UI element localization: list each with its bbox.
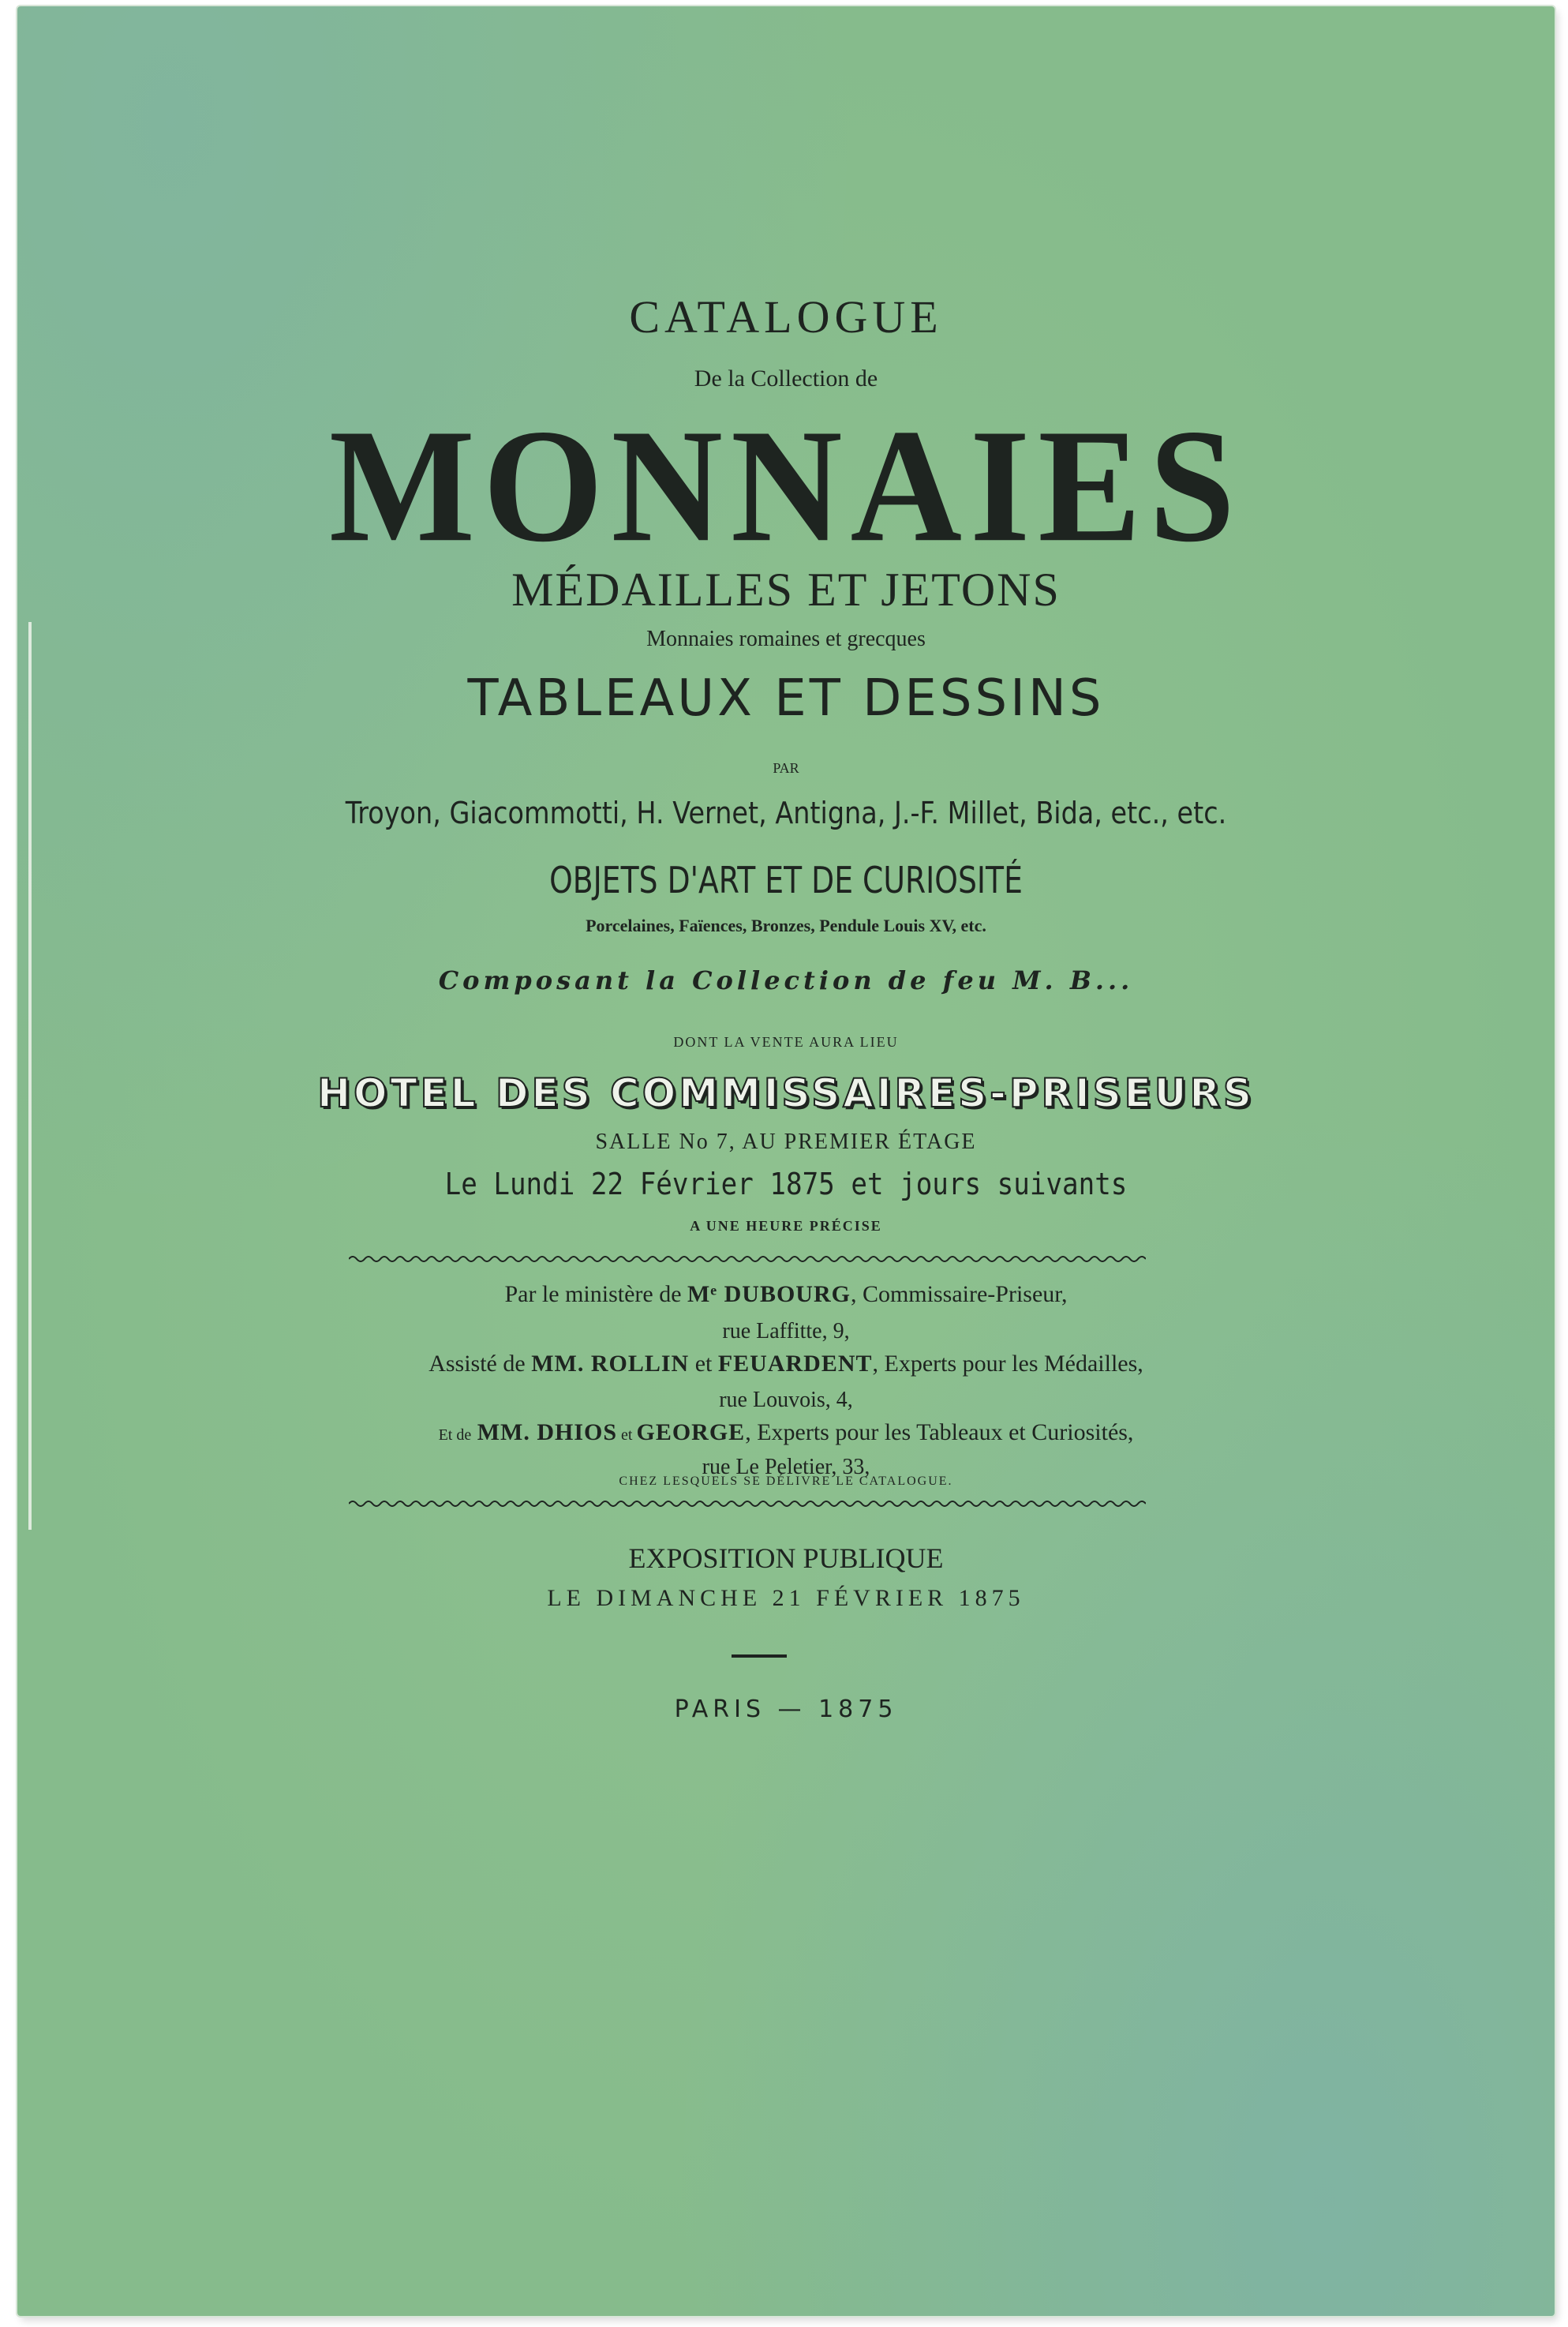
collection-subheading: De la Collection de — [694, 365, 878, 392]
assiste-name2: FEUARDENT — [717, 1351, 873, 1377]
par-label: PAR — [773, 760, 799, 776]
assiste-et: et — [689, 1351, 718, 1377]
dhios-prefix: Et de — [438, 1426, 472, 1444]
assiste-suffix: , Experts pour les Médailles, — [872, 1351, 1143, 1377]
assiste-line — [17, 1351, 1555, 1377]
romaines-subheading: Monnaies romaines et grecques — [646, 627, 926, 651]
assiste-prefix: Assisté de — [428, 1351, 526, 1377]
catalogue-heading: CATALOGUE — [629, 291, 943, 343]
sale-time: A UNE HEURE PRÉCISE — [690, 1218, 882, 1234]
artists-list: Troyon, Giacommotti, H. Vernet, Antigna, J.-F. Millet, Bida, etc., etc. — [345, 796, 1227, 830]
peletier-address: rue Le Peletier, 33, — [702, 1455, 870, 1479]
exposition-title: EXPOSITION PUBLIQUE — [628, 1542, 944, 1574]
ministere-line — [17, 1281, 1555, 1308]
dhios-mm: MM. DHIOS — [477, 1419, 618, 1445]
hotel-heading: HOTEL DES COMMISSAIRES-PRISEURS — [317, 1070, 1255, 1116]
main-title: MONNAIES — [328, 395, 1244, 576]
dont-line: DONT LA VENTE AURA LIEU — [673, 1034, 899, 1050]
imprint: PARIS — 1875 — [674, 1696, 898, 1723]
dhios-et: et — [617, 1426, 637, 1444]
wavy-divider-bottom — [349, 1498, 1146, 1509]
ministere-prefix: Par le ministère de — [504, 1281, 682, 1307]
composant-line: Composant la Collection de feu M. B... — [438, 965, 1134, 995]
ministere-suffix: , Commissaire-Priseur, — [850, 1281, 1068, 1307]
medailles-heading: MÉDAILLES ET JETONS — [511, 564, 1061, 616]
louvois-address: rue Louvois, 4, — [719, 1388, 853, 1412]
dhios-suffix: , Experts pour les Tableaux et Curiosités, — [745, 1419, 1134, 1445]
short-rule — [732, 1654, 787, 1658]
sale-date: Le Lundi 22 Février 1875 et jours suivants — [444, 1167, 1128, 1201]
dhios-line — [17, 1419, 1555, 1446]
objets-heading: OBJETS D'ART ET DE CURIOSITÉ — [549, 859, 1023, 901]
tableaux-heading: TABLEAUX ET DESSINS — [467, 669, 1105, 728]
exposition-date: LE DIMANCHE 21 FÉVRIER 1875 — [547, 1585, 1025, 1611]
laffitte-address: rue Laffitte, 9, — [722, 1319, 850, 1343]
salle-line: SALLE No 7, AU PREMIER ÉTAGE — [595, 1130, 977, 1154]
chez-line: CHEZ LESQUELS SE DÉLIVRE LE CATALOGUE. — [619, 1475, 953, 1488]
wavy-divider-top — [349, 1253, 1146, 1265]
dhios-name2: GEORGE — [636, 1419, 746, 1445]
ministere-name: Mᵉ DUBOURG — [687, 1281, 851, 1307]
catalogue-cover — [17, 6, 1555, 2316]
assiste-mm: MM. ROLLIN — [531, 1351, 690, 1377]
porcelaines-subheading: Porcelaines, Faïences, Bronzes, Pendule Louis XV, etc. — [586, 916, 986, 935]
